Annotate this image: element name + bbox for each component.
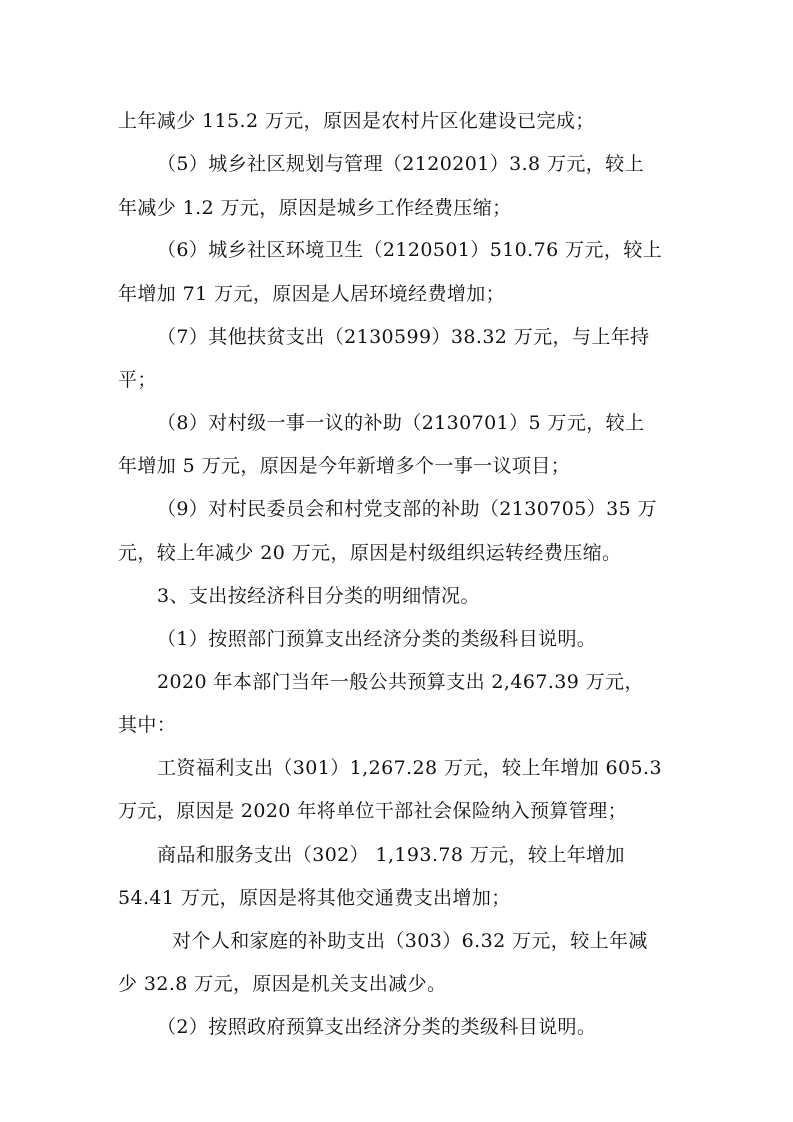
text-line-4: （6）城乡社区环境卫生（2120501）510.76 万元，较上 bbox=[157, 239, 663, 261]
text-line-22: （2）按照政府预算支出经济分类的类级科目说明。 bbox=[157, 1016, 597, 1038]
text-line-12: 3、支出按经济科目分类的明细情况。 bbox=[157, 585, 480, 607]
text-line-7: 平； bbox=[118, 369, 157, 391]
text-line-10: （9）对村民委员会和村党支部的补助（2130705）35 万 bbox=[157, 498, 657, 520]
text-line-20: 对个人和家庭的补助支出（303）6.32 万元，较上年减 bbox=[172, 930, 648, 952]
text-line-19: 54.41 万元，原因是将其他交通费支出增加； bbox=[118, 887, 511, 909]
text-line-1: 上年减少 115.2 万元，原因是农村片区化建设已完成； bbox=[118, 110, 595, 132]
text-line-8: （8）对村级一事一议的补助（2130701）5 万元，较上 bbox=[157, 412, 645, 434]
text-line-18: 商品和服务支出（302） 1,193.78 万元，较上年增加 bbox=[157, 844, 625, 866]
text-line-21: 少 32.8 万元，原因是机关支出减少。 bbox=[118, 973, 447, 995]
text-line-11: 元，较上年减少 20 万元，原因是村级组织运转经费压缩。 bbox=[118, 542, 622, 564]
text-line-3: 年减少 1.2 万元，原因是城乡工作经费压缩； bbox=[118, 197, 512, 219]
text-line-13: （1）按照部门预算支出经济分类的类级科目说明。 bbox=[157, 628, 597, 650]
text-line-9: 年增加 5 万元，原因是今年新增多个一事一议项目； bbox=[118, 455, 571, 477]
text-line-15: 其中： bbox=[118, 714, 177, 736]
text-line-5: 年增加 71 万元，原因是人居环境经费增加； bbox=[118, 283, 506, 305]
text-line-17: 万元，原因是 2020 年将单位干部社会保险纳入预算管理； bbox=[118, 800, 628, 822]
text-line-6: （7）其他扶贫支出（2130599）38.32 万元，与上年持 bbox=[157, 326, 650, 348]
text-line-2: （5）城乡社区规划与管理（2120201）3.8 万元，较上 bbox=[157, 153, 644, 175]
text-line-16: 工资福利支出（301）1,267.28 万元，较上年增加 605.3 bbox=[157, 757, 662, 779]
text-line-14: 2020 年本部门当年一般公共预算支出 2,467.39 万元， bbox=[157, 671, 644, 693]
